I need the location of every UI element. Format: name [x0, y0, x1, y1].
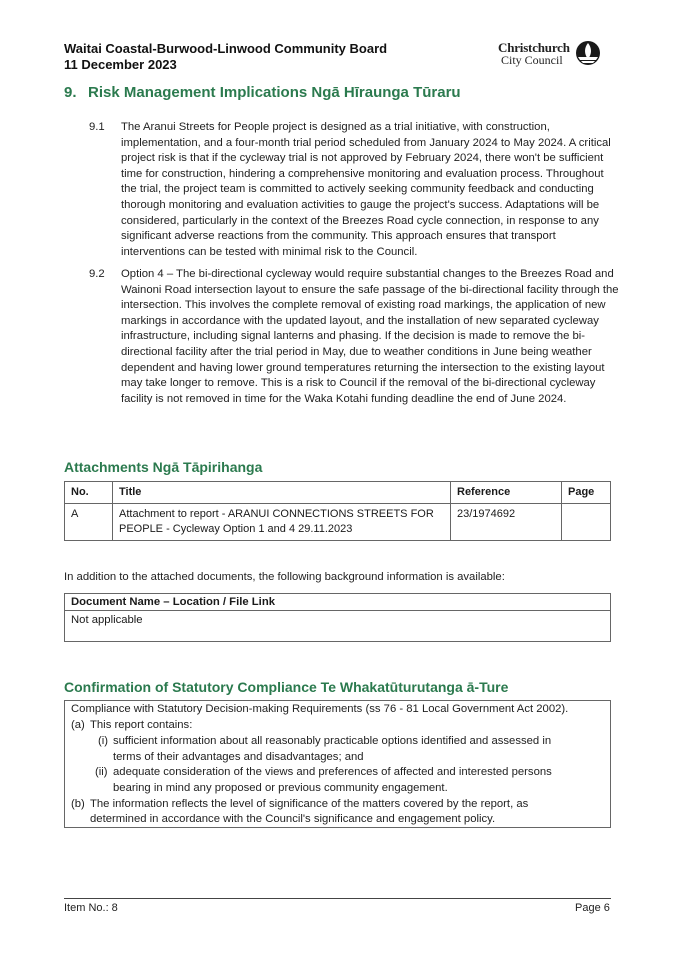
cell-page [562, 504, 611, 541]
board-name: Waitai Coastal-Burwood-Linwood Community Board [64, 41, 388, 56]
background-intro: In addition to the attached documents, the following background information is available: [64, 571, 505, 583]
footer-page-number: Page 6 [575, 902, 610, 914]
council-logo [498, 40, 602, 70]
item-b-label: (b) [71, 798, 85, 810]
table-row [65, 504, 611, 541]
section-title: Risk Management Implications Ngā Hīraunga Tūraru [88, 84, 461, 101]
section-heading-risk [64, 84, 461, 101]
paragraph-9-2 [89, 267, 619, 407]
footer-divider [64, 898, 611, 899]
document-header [64, 41, 387, 73]
compliance-intro: Compliance with Statutory Decision-making Requirements (ss 76 - 81 Local Government Act 2002). [71, 703, 569, 715]
background-documents-table [64, 593, 611, 642]
item-ii-line1: adequate consideration of the views and preferences of affected and interested persons [113, 766, 552, 778]
attachments-heading: Attachments Ngā Tāpirihanga [64, 459, 263, 475]
item-i-line2: terms of their advantages and disadvantages; and [113, 751, 364, 763]
logo-text-line1: Christchurch [498, 40, 570, 55]
section-number: 9. [64, 84, 77, 101]
col-header-no: No. [65, 482, 113, 504]
meeting-date: 11 December 2023 [64, 57, 177, 72]
paragraph-text: Option 4 – The bi-directional cycleway would require substantial changes to the Breezes Road and Wainoni Road intersection layout to ensure the safe passage of the bi-directional facility through the intersection. This involves the complete removal of existing road markings, the application of new markings in accordance with the updated layout, and the installation of new separated cycleway infrastructure, including signal lanterns and phasing. If the decision is made to remove the bi-directional facility after the trial period in May, due to weather conditions in June being weather dependent and having lower ground temperatures returning the intersection to the existing layout may take longer to remove. This is a risk to Council if the removal of the bi-directional cycleway facility is not removed in time for the Waka Kotahi funding deadline the end of June 2024. [121, 268, 619, 405]
table-header-row [65, 482, 611, 504]
compliance-box [64, 700, 611, 828]
logo-text-line2: City Council [501, 53, 563, 67]
council-emblem-icon [575, 40, 601, 66]
paragraph-9-1 [89, 120, 619, 260]
compliance-heading: Confirmation of Statutory Compliance Te Whakatūturutanga ā-Ture [64, 679, 509, 695]
cell-title[interactable]: Attachment to report - ARANUI CONNECTIONS STREETS FOR PEOPLE - Cycleway Option 1 and 4 29.11.2023 [113, 504, 451, 541]
cell-reference: 23/1974692 [451, 504, 562, 541]
item-b-line1: The information reflects the level of significance of the matters covered by the report, as [90, 798, 529, 810]
item-b-line2: determined in accordance with the Council's significance and engagement policy. [90, 813, 496, 825]
col-header-reference: Reference [451, 482, 562, 504]
document-column-header: Document Name – Location / File Link [65, 594, 610, 611]
item-a-label: (a) [71, 719, 85, 731]
item-a-text: This report contains: [90, 719, 193, 731]
item-ii-line2: bearing in mind any proposed or previous community engagement. [113, 782, 448, 794]
attachments-table [64, 481, 611, 541]
col-header-title: Title [113, 482, 451, 504]
paragraph-text: The Aranui Streets for People project is designed as a trial initiative, with construction, implementation, and a four-month trial period scheduled from January 2024 to May 2024. A critical project risk is that if the cycleway trial is not approved by February 2024, there won't be sufficient time for construction, hindering a comprehensive monitoring and evaluation process. Throughout the trial, the project team is committed to actively seeking community feedback and conducting thorough monitoring and evaluation activities to gauge the project's success. Adaptations will be considered, particularly in the context of the Breezes Road cycle connection, in response to any significant adverse reactions from the community. This approach ensures that transport interventions can be tested with minimal risk to the Council. [121, 121, 611, 258]
item-i-label: (i) [98, 735, 109, 747]
cell-no: A [65, 504, 113, 541]
col-header-page: Page [562, 482, 611, 504]
paragraph-number: 9.1 [89, 121, 105, 133]
item-i-line1: sufficient information about all reasonably practicable options identified and assessed in [113, 735, 552, 747]
footer-item-number: Item No.: 8 [64, 902, 118, 914]
document-value: Not applicable [71, 614, 143, 626]
item-ii-label: (ii) [95, 766, 108, 778]
paragraph-number: 9.2 [89, 268, 105, 280]
